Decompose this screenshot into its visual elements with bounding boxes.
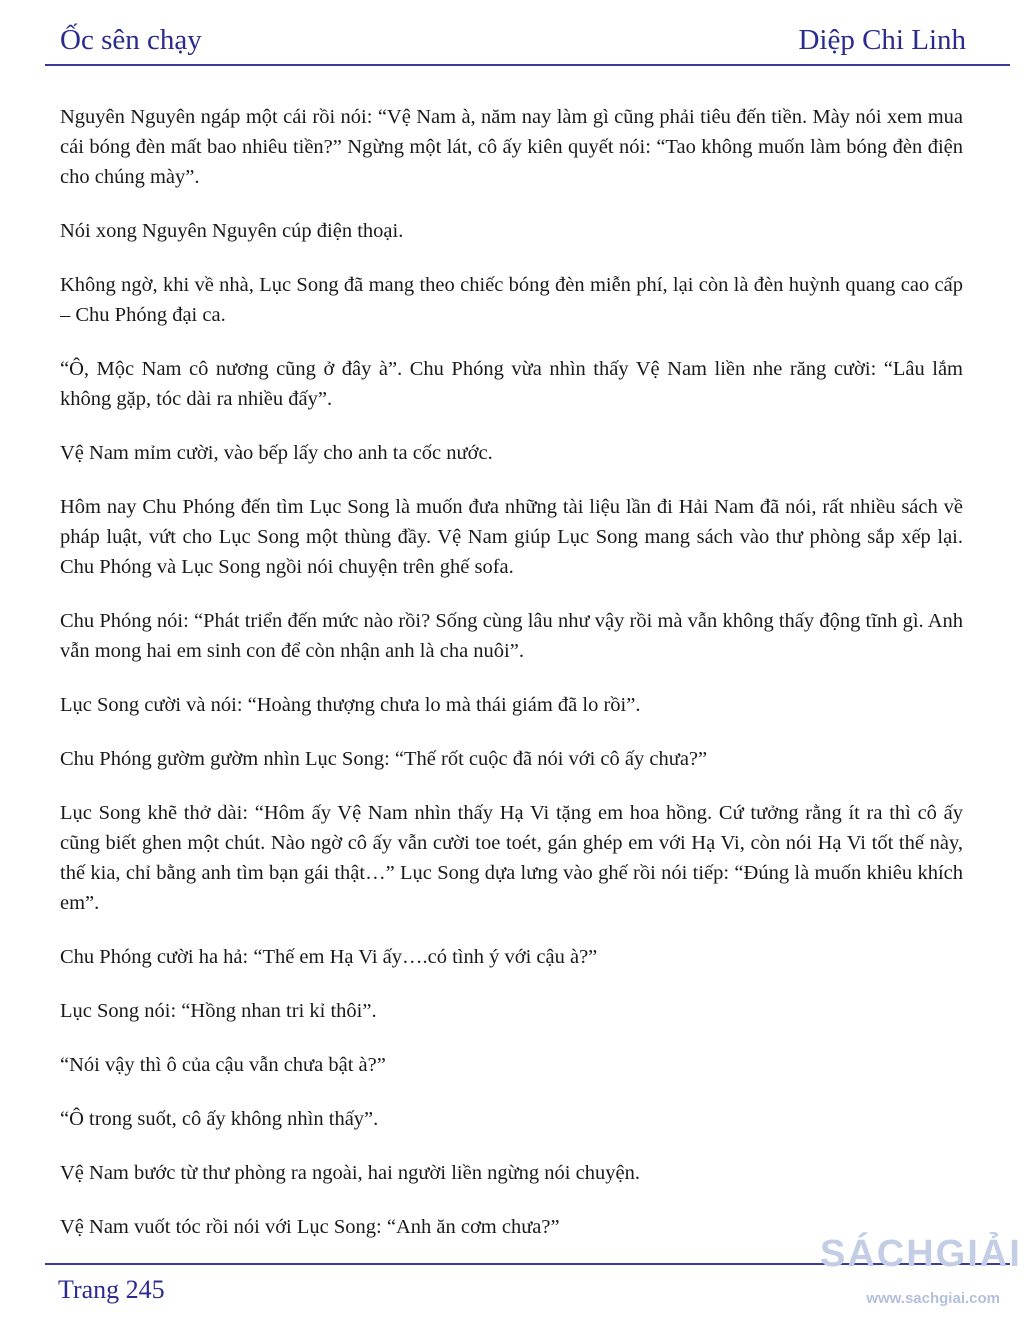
- paragraph: Lục Song cười và nói: “Hoàng thượng chưa lo mà thái giám đã lo rồi”.: [60, 694, 641, 716]
- paragraph: Lục Song khẽ thở dài: “Hôm ấy Vệ Nam nhìn thấy Hạ Vi tặng em hoa hồng. Cứ tưởng rằng ít ra thì cô ấy cũng biết ghen một chút. Nào ngờ cô ấy vẫn cười toe toét, gán ghép em với Hạ Vi, còn nói Hạ Vi tốt thế này, thế kia, chỉ bằng anh tìm bạn gái thật…” Lục Song dựa lưng vào ghế rồi nói tiếp: “Đúng là muốn khiêu khích em”.: [60, 802, 963, 914]
- paragraph: “Ô trong suốt, cô ấy không nhìn thấy”.: [60, 1108, 379, 1130]
- paragraph: Vệ Nam bước từ thư phòng ra ngoài, hai người liền ngừng nói chuyện.: [60, 1162, 640, 1184]
- paragraph: Chu Phóng cười ha hả: “Thế em Hạ Vi ấy….có tình ý với cậu à?”: [60, 946, 598, 968]
- header-divider: [45, 64, 1010, 66]
- paragraph: “Nói vậy thì ô của cậu vẫn chưa bật à?”: [60, 1054, 386, 1076]
- paragraph: “Ô, Mộc Nam cô nương cũng ở đây à”. Chu Phóng vừa nhìn thấy Vệ Nam liền nhe răng cười: “Lâu lắm không gặp, tóc dài ra nhiều đấy”.: [60, 358, 963, 410]
- author-name: Diệp Chi Linh: [798, 24, 966, 56]
- watermark: [820, 1232, 1020, 1322]
- paragraph: Vệ Nam vuốt tóc rồi nói với Lục Song: “Anh ăn cơm chưa?”: [60, 1216, 560, 1238]
- paragraph: Chu Phóng gườm gườm nhìn Lục Song: “Thế rốt cuộc đã nói với cô ấy chưa?”: [60, 748, 708, 770]
- paragraph: Nói xong Nguyên Nguyên cúp điện thoại.: [60, 220, 404, 242]
- page-header: [60, 24, 966, 64]
- paragraph: Lục Song nói: “Hồng nhan tri kỉ thôi”.: [60, 1000, 377, 1022]
- watermark-url: www.sachgiai.com: [866, 1290, 1000, 1307]
- paragraph: Hôm nay Chu Phóng đến tìm Lục Song là muốn đưa những tài liệu lần đi Hải Nam đã nói, rất nhiều sách về pháp luật, vứt cho Lục Song một thùng đầy. Vệ Nam giúp Lục Song mang sách vào thư phòng sắp xếp lại. Chu Phóng và Lục Song ngồi nói chuyện trên ghế sofa.: [60, 496, 963, 578]
- page-number: Trang 245: [58, 1275, 165, 1304]
- paragraph: Vệ Nam mỉm cười, vào bếp lấy cho anh ta cốc nước.: [60, 442, 493, 464]
- page-body: [60, 102, 963, 1266]
- watermark-logo: SÁCHGIẢI: [820, 1233, 1022, 1275]
- paragraph: Nguyên Nguyên ngáp một cái rồi nói: “Vệ Nam à, năm nay làm gì cũng phải tiêu đến tiền. Mày nói xem mua cái bóng đèn mất bao nhiêu tiền?” Ngừng một lát, cô ấy kiên quyết nói: “Tao không muốn làm bóng đèn điện cho chúng mày”.: [60, 106, 963, 188]
- paragraph: Không ngờ, khi về nhà, Lục Song đã mang theo chiếc bóng đèn miễn phí, lại còn là đèn huỳnh quang cao cấp – Chu Phóng đại ca.: [60, 274, 963, 326]
- paragraph: Chu Phóng nói: “Phát triển đến mức nào rồi? Sống cùng lâu như vậy rồi mà vẫn không thấy động tĩnh gì. Anh vẫn mong hai em sinh con để còn nhận anh là cha nuôi”.: [60, 610, 963, 662]
- book-title: Ốc sên chạy: [60, 24, 202, 56]
